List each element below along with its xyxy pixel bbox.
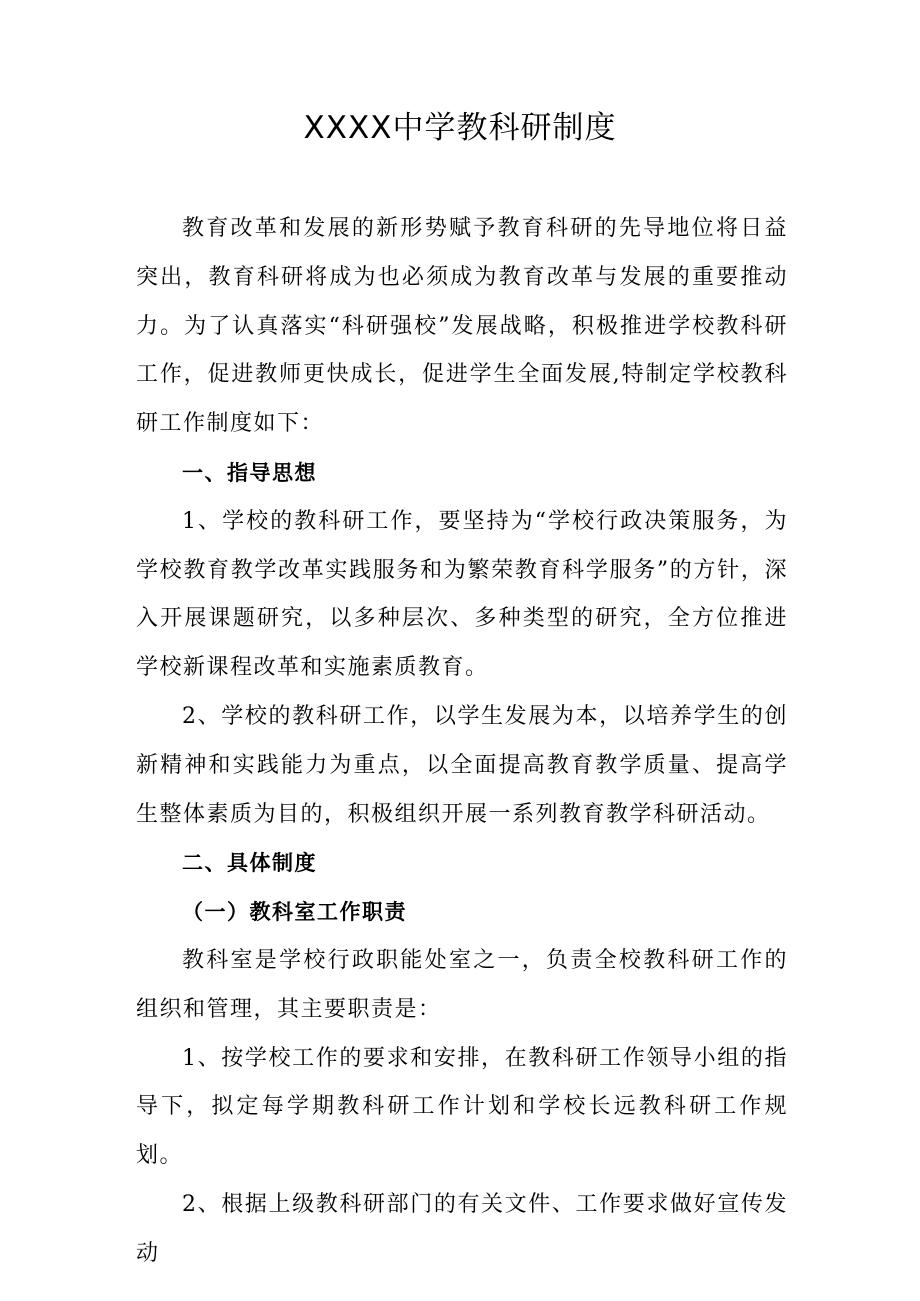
document-title: XXXX中学教科研制度 xyxy=(303,110,617,146)
section-heading-guiding-ideology: 一、指导思想 xyxy=(182,460,317,485)
document-body xyxy=(136,205,788,1279)
office-duties-item-1: 1、按学校工作的要求和安排，在教科研工作领导小组的指导下，拟定每学期教科研工作计划和学校长远教科研工作规划。 xyxy=(136,1045,788,1169)
guiding-ideology-item-1: 1、学校的教科研工作，要坚持为“学校行政决策服务，为学校教育教学改革实践服务和为繁荣教育科学服务”的方针，深入开展课题研究，以多种层次、多种类型的研究，全方位推进学校新课程改革和实施素质教育。 xyxy=(136,508,788,681)
subsection-heading-office-duties: （一）教科室工作职责 xyxy=(182,900,407,925)
office-duties-item-2: 2、根据上级教科研部门的有关文件、工作要求做好宣传发动 xyxy=(136,1191,788,1266)
section-heading-specific-rules: 二、具体制度 xyxy=(182,851,317,876)
office-duties-intro: 教科室是学校行政职能处室之一，负责全校教科研工作的组织和管理，其主要职责是： xyxy=(136,947,788,1022)
guiding-ideology-item-2: 2、学校的教科研工作，以学生发展为本，以培养学生的创新精神和实践能力为重点，以全面提高教育教学质量、提高学生整体素质为目的，积极组织开展一系列教育教学科研活动。 xyxy=(136,703,788,827)
intro-paragraph: 教育改革和发展的新形势赋予教育科研的先导地位将日益突出，教育科研将成为也必须成为教育改革与发展的重要推动力。为了认真落实“科研强校”发展战略，积极推进学校教科研工作，促进教师更快成长，促进学生全面发展,特制定学校教科研工作制度如下： xyxy=(136,216,788,437)
